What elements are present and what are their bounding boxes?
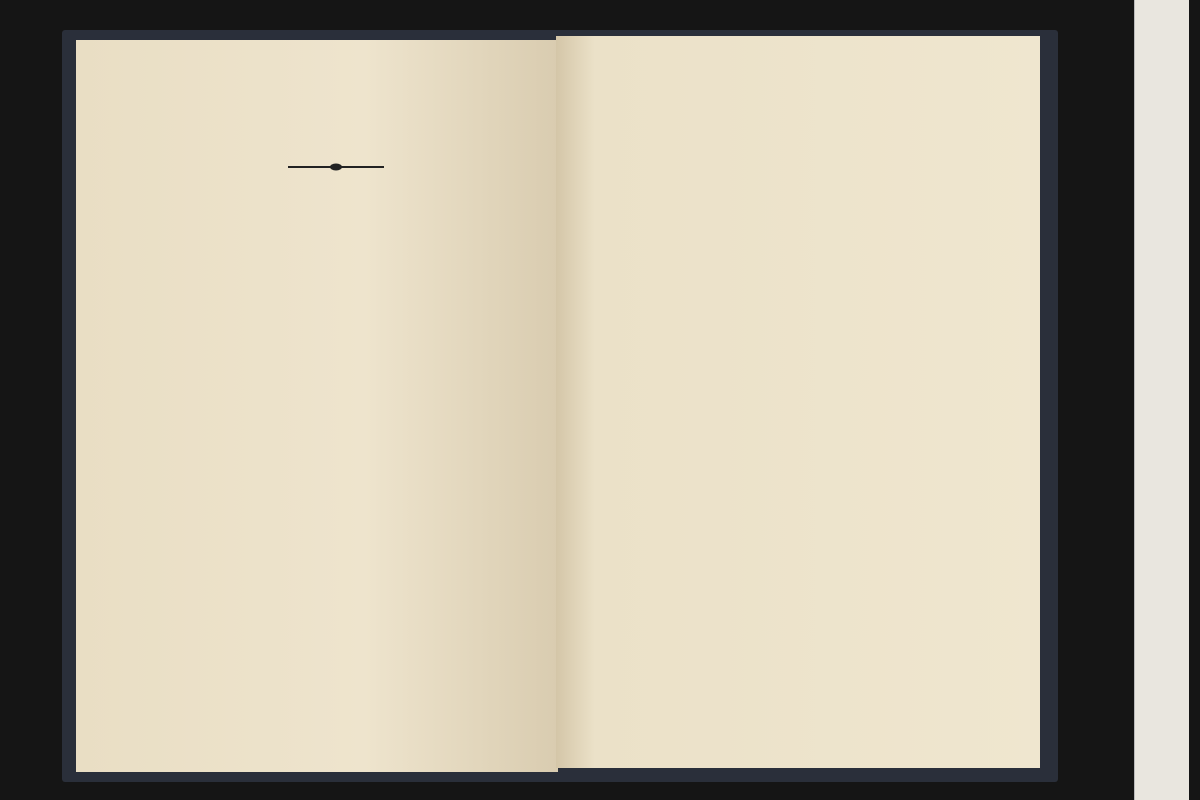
divider-ornament-icon	[288, 163, 384, 171]
measuring-ruler	[1134, 0, 1189, 800]
right-page	[556, 36, 1040, 768]
left-page	[76, 40, 558, 772]
